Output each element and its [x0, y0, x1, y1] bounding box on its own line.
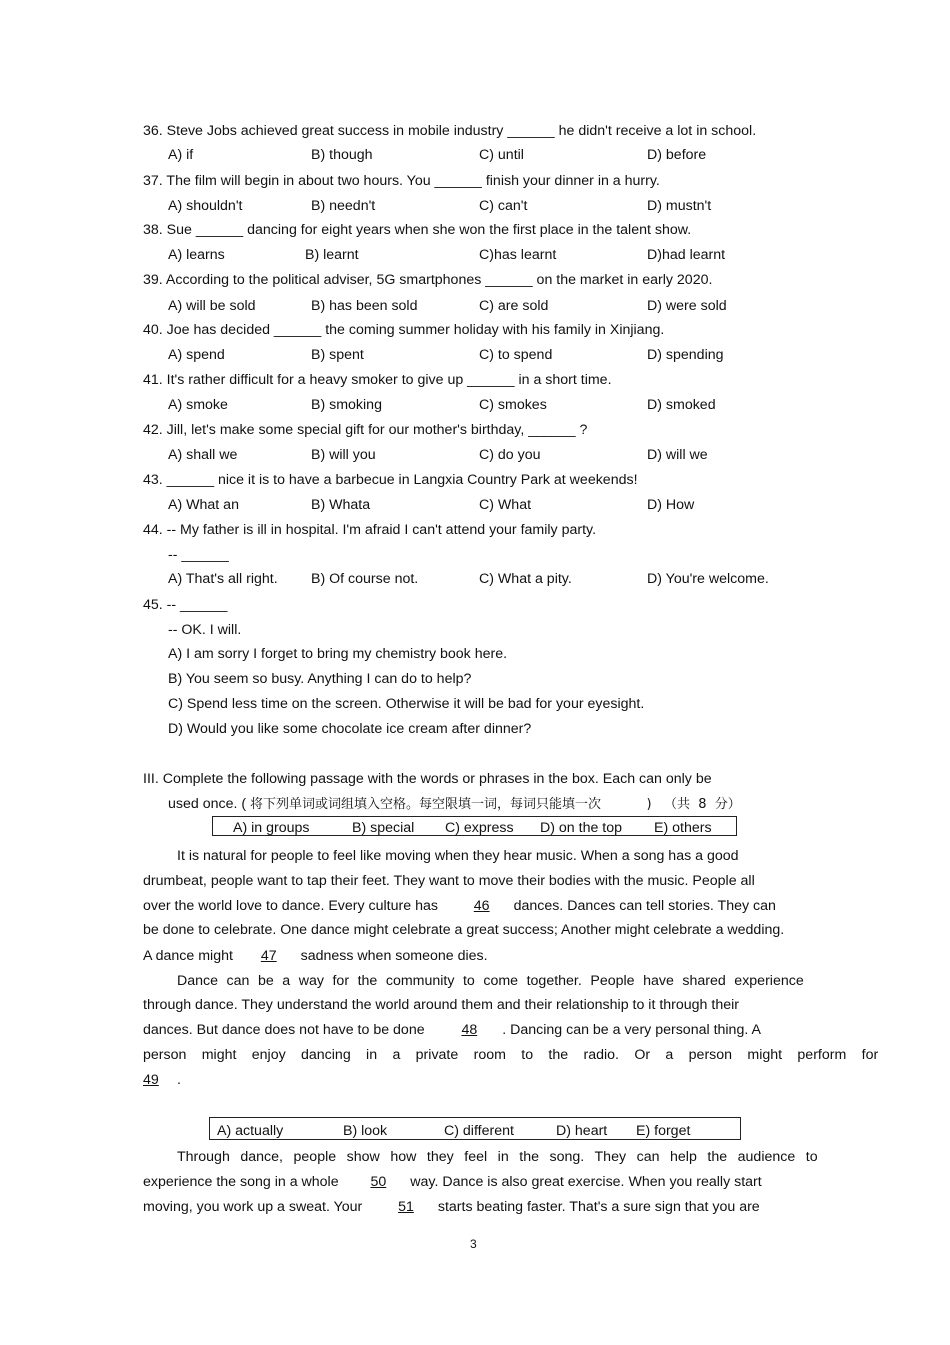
- passage-line: through dance. They understand the world around them and their relationship to it through their: [143, 997, 739, 1013]
- word-box-item: B) special: [352, 820, 415, 836]
- question-stem: 38. Sue ______ dancing for eight years when she won the first place in the talent show.: [143, 222, 692, 238]
- blank-48[interactable]: 48: [461, 1022, 478, 1038]
- blank-49[interactable]: 49: [143, 1072, 159, 1088]
- instruction-score: ) （共 8 分）: [601, 797, 741, 812]
- text: experience the song in a whole: [143, 1174, 339, 1190]
- option-b: B) Whata: [311, 497, 371, 513]
- option-d: D) mustn't: [647, 198, 712, 214]
- option-a: A) spend: [168, 347, 225, 363]
- text: way. Dance is also great exercise. When you really start: [410, 1174, 762, 1190]
- word-box-item: A) actually: [217, 1123, 284, 1139]
- option-d: D) were sold: [647, 298, 727, 314]
- word-box-item: D) on the top: [540, 820, 623, 836]
- instruction-en: used once. (: [168, 796, 251, 812]
- option-b: B) spent: [311, 347, 364, 363]
- option-d: D)had learnt: [647, 247, 726, 263]
- option-b: B) learnt: [305, 247, 359, 263]
- section-instruction: [168, 795, 741, 814]
- passage-line: [143, 1173, 762, 1191]
- dialogue-reply: -- ______: [168, 547, 229, 563]
- option-b: B) though: [311, 147, 373, 163]
- page-number: 3: [470, 1237, 477, 1251]
- option-c: C) do you: [479, 447, 541, 463]
- blank-51[interactable]: 51: [398, 1199, 414, 1215]
- option-c: C) What a pity.: [479, 571, 572, 587]
- option-d: D) You're welcome.: [647, 571, 769, 587]
- option-c: C) are sold: [479, 298, 549, 314]
- option-a: A) shall we: [168, 447, 238, 463]
- word-box-item: E) forget: [636, 1123, 691, 1139]
- option-a: A) I am sorry I forget to bring my chemistry book here.: [168, 646, 508, 662]
- question-stem: 45. -- ______: [143, 597, 228, 613]
- text: sadness when someone dies.: [300, 948, 488, 964]
- option-a: A) learns: [168, 247, 225, 263]
- passage-line: be done to celebrate. One dance might celebrate a great success; Another might celebrate a wedding.: [143, 922, 785, 938]
- passage-line: drumbeat, people want to tap their feet. They want to move their bodies with the music. People all: [143, 873, 755, 889]
- question-stem: 37. The film will begin in about two hours. You ______ finish your dinner in a hurry.: [143, 173, 660, 189]
- text: over the world love to dance. Every culture has: [143, 898, 438, 914]
- option-d: D) smoked: [647, 397, 716, 413]
- option-c: C) can't: [479, 198, 528, 214]
- option-b: B) smoking: [311, 397, 382, 413]
- option-b: B) You seem so busy. Anything I can do to help?: [168, 671, 472, 687]
- option-d: D) before: [647, 147, 707, 163]
- question-stem: 44. -- My father is ill in hospital. I'm afraid I can't attend your family party.: [143, 522, 597, 538]
- text: .: [177, 1072, 181, 1088]
- text: . Dancing can be a very personal thing. A: [502, 1022, 761, 1038]
- word-box-1: [212, 816, 737, 836]
- option-a: A) What an: [168, 497, 239, 513]
- section-title: III. Complete the following passage with the words or phrases in the box. Each can only be: [143, 771, 712, 787]
- option-a: A) That's all right.: [168, 571, 278, 587]
- question-stem: 36. Steve Jobs achieved great success in mobile industry ______ he didn't receive a lot in school.: [143, 123, 757, 139]
- option-b: B) has been sold: [311, 298, 418, 314]
- passage-line: person might enjoy dancing in a private room to the radio. Or a person might perform for: [143, 1047, 879, 1063]
- option-b: B) needn't: [311, 198, 376, 214]
- option-c: C) to spend: [479, 347, 553, 363]
- text: moving, you work up a sweat. Your: [143, 1199, 363, 1215]
- option-d: D) How: [647, 497, 695, 513]
- passage-line: Dance can be a way for the community to come together. People have shared experience: [177, 973, 804, 989]
- passage-line: It is natural for people to feel like moving when they hear music. When a song has a good: [177, 848, 739, 864]
- dialogue-reply: -- OK. I will.: [168, 622, 242, 638]
- passage-line: [143, 947, 488, 965]
- question-stem: 41. It's rather difficult for a heavy smoker to give up ______ in a short time.: [143, 372, 612, 388]
- option-d: D) Would you like some chocolate ice cream after dinner?: [168, 721, 532, 737]
- word-box-item: C) express: [445, 820, 514, 836]
- text: A dance might: [143, 948, 233, 964]
- text: dances. But dance does not have to be done: [143, 1022, 425, 1038]
- option-d: D) spending: [647, 347, 724, 363]
- text: dances. Dances can tell stories. They can: [513, 898, 776, 914]
- word-box-item: C) different: [444, 1123, 514, 1139]
- passage-line: [143, 1021, 761, 1039]
- passage-line: Through dance, people show how they feel in the song. They can help the audience to: [177, 1149, 818, 1165]
- question-stem: 42. Jill, let's make some special gift for our mother's birthday, ______ ?: [143, 422, 588, 438]
- option-c: C) Spend less time on the screen. Otherwise it will be bad for your eyesight.: [168, 696, 645, 712]
- option-c: C) What: [479, 497, 532, 513]
- question-stem: 39. According to the political adviser, 5G smartphones ______ on the market in early 2020.: [143, 272, 713, 288]
- instruction-cn: 将下列单词或词组填入空格。每空限填一词，每词只能填一次: [250, 797, 602, 812]
- passage-line: [143, 1198, 760, 1216]
- option-a: A) if: [168, 147, 194, 163]
- option-c: C)has learnt: [479, 247, 557, 263]
- option-b: B) Of course not.: [311, 571, 419, 587]
- option-c: C) until: [479, 147, 524, 163]
- word-box-item: B) look: [343, 1123, 388, 1139]
- option-b: B) will you: [311, 447, 376, 463]
- passage-line: [143, 897, 776, 915]
- text: starts beating faster. That's a sure sign that you are: [437, 1199, 760, 1215]
- blank-50[interactable]: 50: [370, 1174, 387, 1190]
- blank-47[interactable]: 47: [260, 948, 277, 964]
- passage-line: [143, 1071, 181, 1089]
- option-d: D) will we: [647, 447, 708, 463]
- word-box-item: E) others: [654, 820, 712, 836]
- option-a: A) will be sold: [168, 298, 256, 314]
- word-box-item: D) heart: [556, 1123, 608, 1139]
- question-stem: 43. ______ nice it is to have a barbecue in Langxia Country Park at weekends!: [143, 472, 638, 488]
- word-box-item: A) in groups: [233, 820, 310, 836]
- question-stem: 40. Joe has decided ______ the coming summer holiday with his family in Xinjiang.: [143, 322, 665, 338]
- word-box-2: [209, 1117, 741, 1140]
- option-a: A) shouldn't: [168, 198, 243, 214]
- option-c: C) smokes: [479, 397, 547, 413]
- option-a: A) smoke: [168, 397, 228, 413]
- blank-46[interactable]: 46: [473, 898, 490, 914]
